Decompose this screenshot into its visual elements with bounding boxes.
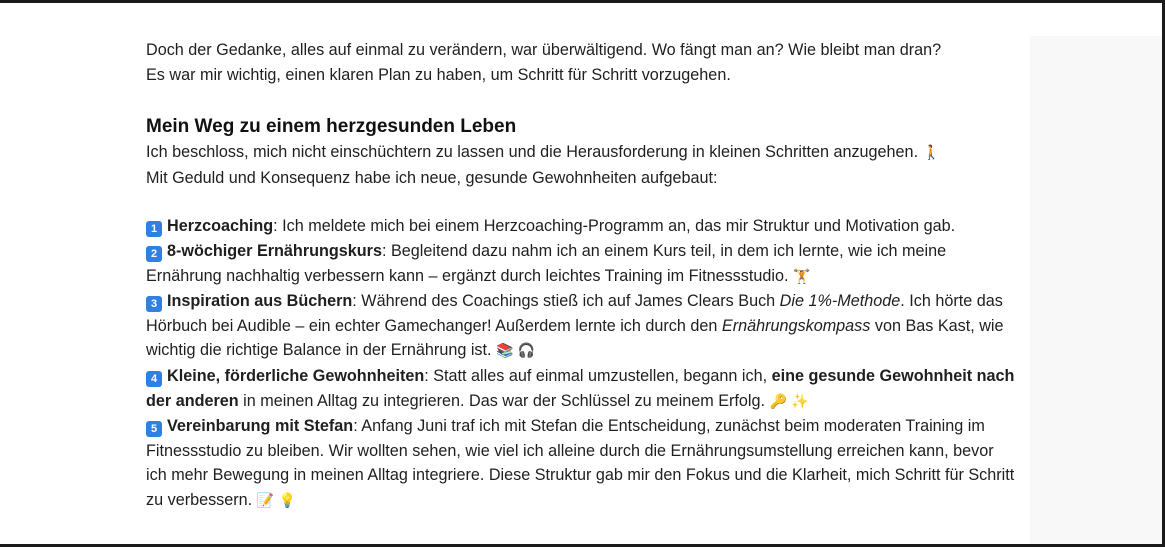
books-headphones-icon: 📚 🎧 (496, 343, 536, 360)
number-badge-3: 3 (146, 296, 162, 312)
number-badge-4: 4 (146, 371, 162, 387)
number-badge-5: 5 (146, 421, 162, 437)
section-heading: Mein Weg zu einem herzgesunden Leben (146, 116, 517, 138)
section-line-1: Ich beschloss, mich nicht einschüchtern zu lassen und die Herausforderung in kleinen Schritten anzugehen. (146, 143, 919, 162)
list-item-3 (146, 289, 1016, 364)
list-item-5 (146, 414, 1016, 513)
intro-line-2: Es war mir wichtig, einen klaren Plan zu haben, um Schritt für Schritt vorzugehen. (146, 65, 731, 84)
item-5-text: : Anfang Juni traf ich mit Stefan die Entscheidung, zunächst beim moderaten Training im Fitnessstudio zu bleiben. Wir wollten sehen, wie viel ich alleine durch die Ernährungsumstellung erreichen kann, bevor ich mehr Bewegung in meinen Alltag integriere. Diese Struktur gab mir den Fokus und die Klarheit, mich Schritt für Schritt zu verbessern. (146, 417, 1015, 509)
item-1-title: Herzcoaching (167, 217, 274, 236)
item-3-title: Inspiration aus Büchern (167, 292, 353, 311)
section-paragraph (146, 140, 1016, 190)
right-shaded-area (1030, 36, 1162, 544)
article-body (146, 38, 1016, 514)
list-item-1 (146, 214, 1016, 239)
weightlifter-icon: 🏋 (792, 268, 811, 285)
item-4-text-b: in meinen Alltag zu integrieren. Das war der Schlüssel zu meinem Erfolg. (238, 391, 766, 410)
number-badge-2: 2 (146, 246, 162, 262)
list-item-2 (146, 239, 1016, 289)
item-5-title: Vereinbarung mit Stefan (167, 417, 354, 436)
item-3-text-a: : Während des Coachings stieß ich auf James Clears Buch (352, 292, 780, 311)
item-1-text: : Ich meldete mich bei einem Herzcoaching-Programm an, das mir Struktur und Motivation gab. (273, 217, 956, 236)
walking-person-icon: 🚶 (922, 145, 940, 162)
list-item-4 (146, 364, 1016, 414)
item-2-title: 8-wöchiger Ernährungskurs (167, 241, 382, 260)
book-title-1: Die 1%-Methode (779, 292, 901, 311)
item-4-text-a: : Statt alles auf einmal umzustellen, begann ich, (424, 366, 772, 385)
key-sparkles-icon: 🔑 ✨ (769, 393, 809, 410)
section-line-2: Mit Geduld und Konsequenz habe ich neue, gesunde Gewohnheiten aufgebaut: (146, 168, 718, 187)
number-badge-1: 1 (146, 221, 162, 237)
top-border (0, 0, 1165, 3)
intro-paragraph (146, 38, 1016, 87)
item-2-text: : Begleitend dazu nahm ich an einem Kurs teil, in dem ich lernte, wie ich meine Ernährung nachhaltig verbessern kann – ergänzt durch leichtes Training im Fitnessstudio. (146, 241, 947, 285)
item-4-bold: eine gesunde Gewohnheit nach der anderen (146, 366, 1015, 410)
item-3-text-b: . Ich hörte das Hörbuch bei Audible – ein echter Gamechanger! Außerdem lernte ich durch den (146, 292, 1003, 335)
intro-line-1: Doch der Gedanke, alles auf einmal zu verändern, war überwältigend. Wo fängt man an? Wie bleibt man dran? (146, 41, 942, 59)
item-4-title: Kleine, förderliche Gewohnheiten (167, 366, 425, 385)
book-title-2: Ernährungskompass (721, 316, 871, 335)
item-3-text-c: von Bas Kast, wie wichtig die richtige Balance in der Ernährung ist. (146, 316, 1004, 360)
memo-lightbulb-icon: 📝 💡 (256, 492, 296, 509)
